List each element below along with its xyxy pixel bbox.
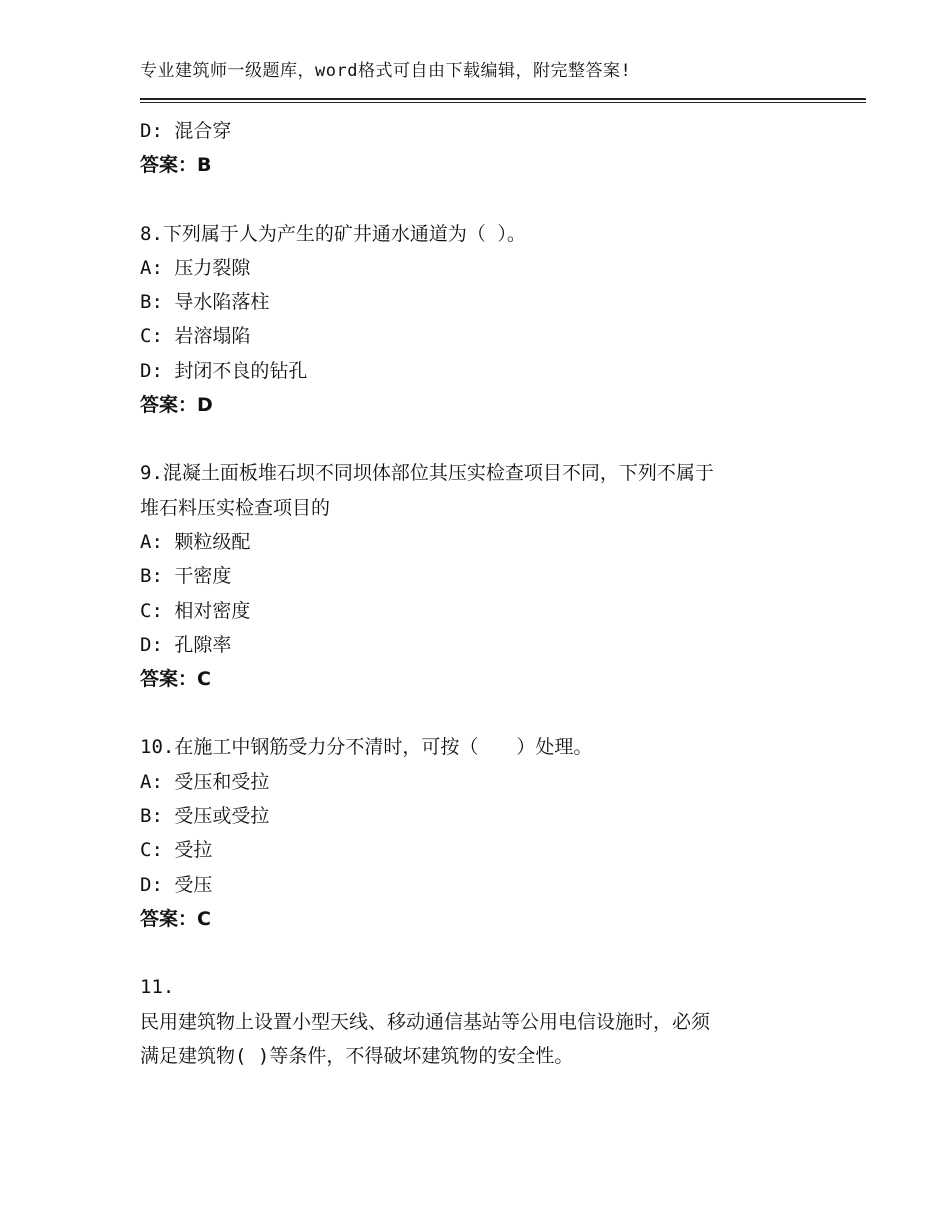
question-stem: 10.在施工中钢筋受力分不清时，可按（ ）处理。 xyxy=(140,736,593,759)
answer-line: 答案：B xyxy=(140,154,212,177)
question-stem-continued: 满足建筑物( )等条件，不得破坏建筑物的安全性。 xyxy=(140,1044,574,1067)
option-a: A: 受压和受拉 xyxy=(140,770,270,793)
option-d: D: 受压 xyxy=(140,873,213,896)
question-block xyxy=(140,217,820,423)
answer-line: 答案：C xyxy=(140,907,211,930)
option-a: A: 颗粒级配 xyxy=(140,530,251,553)
option-c: C: 岩溶塌陷 xyxy=(140,325,251,348)
question-content xyxy=(140,114,820,1073)
option-d: D: 封闭不良的钻孔 xyxy=(140,359,308,382)
option-c: C: 相对密度 xyxy=(140,599,251,622)
option-b: B: 导水陷落柱 xyxy=(140,291,270,314)
option-d: D: 混合穿 xyxy=(140,120,232,142)
option-c: C: 受拉 xyxy=(140,839,213,862)
page-header: 专业建筑师一级题库，word格式可自由下载编辑，附完整答案! xyxy=(140,61,632,81)
question-number: 11. xyxy=(140,976,175,999)
option-d: D: 孔隙率 xyxy=(140,633,232,656)
header-rule-thin xyxy=(140,102,866,103)
option-b: B: 受压或受拉 xyxy=(140,805,270,828)
answer-line: 答案：D xyxy=(140,394,213,417)
question-block xyxy=(140,456,820,696)
option-b: B: 干密度 xyxy=(140,565,232,588)
question-stem: 9.混凝土面板堆石坝不同坝体部位其压实检查项目不同，下列不属于 xyxy=(140,462,714,485)
option-a: A: 压力裂隙 xyxy=(140,256,251,279)
question-stem: 8.下列属于人为产生的矿井通水通道为（ ）。 xyxy=(140,222,526,245)
question-stem-continued: 堆石料压实检查项目的 xyxy=(140,496,331,519)
header-rule-thick xyxy=(140,98,866,100)
question-block xyxy=(140,970,820,1073)
question-stem: 民用建筑物上设置小型天线、移动通信基站等公用电信设施时，必须 xyxy=(140,1010,711,1033)
answer-line: 答案：C xyxy=(140,668,211,691)
question-block xyxy=(140,730,820,936)
